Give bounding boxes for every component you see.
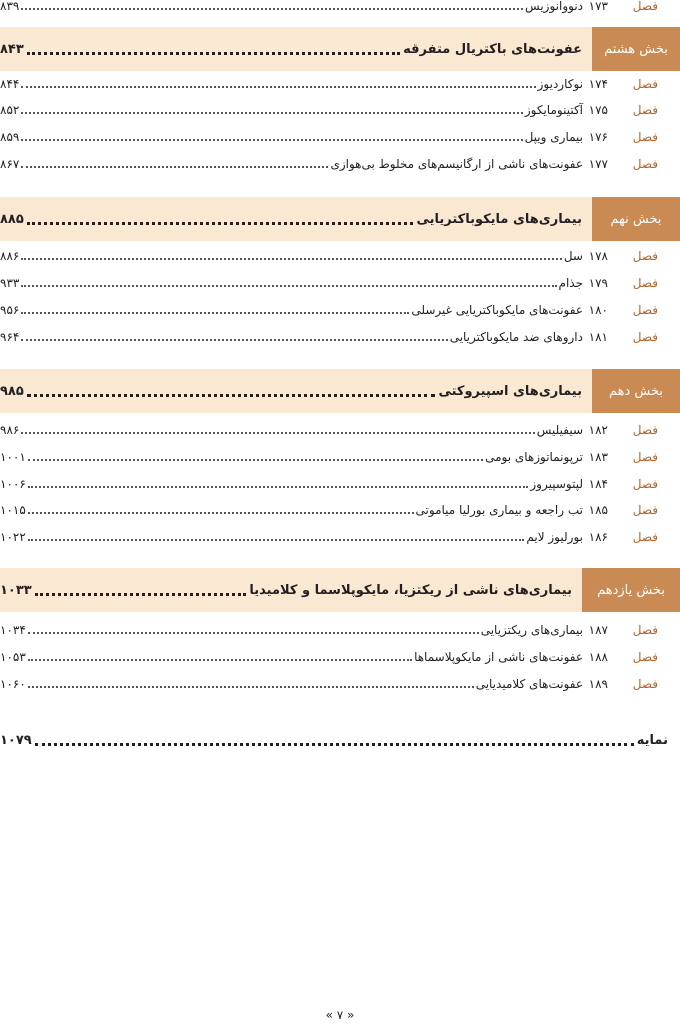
leader-dots: [28, 512, 414, 514]
leader-dots: [21, 166, 328, 168]
chapter-title: بیماری‌های ریکتزیایی: [480, 623, 583, 637]
page-number: ۱۰۱۵: [0, 503, 26, 517]
index-entry[interactable]: [0, 728, 668, 752]
page-number: ۸۴۴: [0, 77, 20, 91]
page-number: ۸۳۹: [0, 0, 20, 13]
leader-dots: [35, 593, 247, 596]
section-title-row: [0, 27, 582, 71]
leader-dots: [21, 86, 535, 88]
chapter-title: بورلیوز لایم: [526, 530, 583, 544]
leader-dots: [21, 432, 534, 434]
chapter-title: بیماری ویپل: [524, 130, 583, 144]
chapter-word: فصل: [632, 0, 658, 13]
chapter-title: جذام: [558, 276, 583, 290]
chapter-word: فصل: [632, 650, 658, 664]
page-number: ۹۶۴: [0, 330, 20, 344]
page-number: ۹۵۶: [0, 303, 20, 317]
chapter-word: فصل: [632, 330, 658, 344]
chapter-word: فصل: [632, 130, 658, 144]
toc-entry[interactable]: [0, 153, 658, 175]
chapter-word: فصل: [632, 530, 658, 544]
chapter-word: فصل: [632, 450, 658, 464]
leader-dots: [21, 8, 523, 10]
chapter-title: عفونت‌های مایکوباکتریایی غیرسلی: [411, 303, 583, 317]
page-number: ۱۰۶۰: [0, 677, 26, 691]
index-page-number: ۱۰۷۹: [0, 732, 32, 748]
leader-dots: [21, 312, 409, 314]
section-label: بخش نهم: [592, 197, 680, 241]
section-title: بیماری‌های ناشی از ریکتزیا، مایکوپلاسما و کلامیدیا: [249, 582, 572, 598]
chapter-number: ۱۸۳: [588, 450, 608, 464]
leader-dots: [21, 112, 523, 114]
section-label: بخش یازدهم: [582, 568, 680, 612]
toc-entry[interactable]: [0, 299, 658, 321]
chapter-number: ۱۷۸: [588, 249, 608, 263]
chapter-word: فصل: [632, 623, 658, 637]
chapter-number: ۱۸۷: [588, 623, 608, 637]
leader-dots: [28, 659, 412, 661]
section-title-row: [0, 568, 572, 612]
chapter-number: ۱۸۹: [588, 677, 608, 691]
section-title: عفونت‌های باکتریال متفرقه: [403, 41, 582, 57]
toc-entry[interactable]: [0, 499, 658, 521]
page-number: ۱۰۰۱: [0, 450, 26, 464]
chapter-title: سل: [563, 249, 583, 263]
leader-dots: [28, 686, 474, 688]
toc-entry[interactable]: [0, 446, 658, 468]
toc-entry[interactable]: [0, 326, 658, 348]
index-title: نمایه: [636, 732, 668, 748]
chapter-word: فصل: [632, 249, 658, 263]
chapter-number: ۱۷۵: [588, 103, 608, 117]
chapter-word: فصل: [632, 303, 658, 317]
leader-dots: [21, 258, 562, 260]
chapter-title: دنووانوزیس: [525, 0, 583, 13]
toc-entry[interactable]: [0, 126, 658, 148]
chapter-word: فصل: [632, 503, 658, 517]
chapter-number: ۱۸۴: [588, 477, 608, 491]
leader-dots: [28, 539, 525, 541]
chapter-word: فصل: [632, 103, 658, 117]
toc-entry[interactable]: [0, 99, 658, 121]
section-header[interactable]: [0, 27, 680, 71]
chapter-number: ۱۸۸: [588, 650, 608, 664]
section-title: بیماری‌های مایکوباکتریایی: [416, 211, 582, 227]
chapter-word: فصل: [632, 677, 658, 691]
leader-dots: [21, 339, 447, 341]
chapter-number: ۱۷۷: [588, 157, 608, 171]
chapter-number: ۱۷۴: [588, 77, 608, 91]
page-number: ۸۸۶: [0, 249, 20, 263]
leader-dots: [28, 486, 529, 488]
section-title: بیماری‌های اسپیروکتی: [438, 383, 582, 399]
leader-dots: [35, 743, 634, 746]
chapter-number: ۱۸۲: [588, 423, 608, 437]
chapter-title: لپتوسپیروز: [530, 477, 583, 491]
section-header[interactable]: [0, 568, 680, 612]
chapter-title: عفونت‌های کلامیدیایی: [475, 677, 583, 691]
page-number: ۹۳۳: [0, 276, 20, 290]
chapter-number: ۱۸۶: [588, 530, 608, 544]
toc-entry[interactable]: [0, 473, 658, 495]
page-number: ۹۸۶: [0, 423, 20, 437]
chapter-number: ۱۸۰: [588, 303, 608, 317]
chapter-title: نوکاردیوز: [537, 77, 583, 91]
leader-dots: [21, 139, 522, 141]
chapter-word: فصل: [632, 77, 658, 91]
page-number: ۸۵۹: [0, 130, 20, 144]
chapter-word: فصل: [632, 423, 658, 437]
toc-entry[interactable]: [0, 673, 658, 695]
chapter-title: عفونت‌های ناشی از مایکوپلاسماها: [414, 650, 583, 664]
page-number: ۱۰۳۴: [0, 623, 26, 637]
chapter-number: ۱۸۵: [588, 503, 608, 517]
section-label: بخش هشتم: [592, 27, 680, 71]
section-label: بخش دهم: [592, 369, 680, 413]
section-header[interactable]: [0, 369, 680, 413]
leader-dots: [28, 459, 483, 461]
chapter-title: آکتینومایکوز: [524, 103, 583, 117]
toc-entry[interactable]: [0, 619, 658, 641]
chapter-title: ترپونماتوزهای بومی: [485, 450, 583, 464]
section-page-number: ۸۸۵: [0, 211, 24, 227]
chapter-word: فصل: [632, 276, 658, 290]
leader-dots: [21, 285, 556, 287]
chapter-title: سیفیلیس: [536, 423, 583, 437]
chapter-number: ۱۷۶: [588, 130, 608, 144]
leader-dots: [27, 394, 436, 397]
section-page-number: ۹۸۵: [0, 383, 24, 399]
toc-entry[interactable]: [0, 0, 658, 17]
page-number: ۸۶۷: [0, 157, 20, 171]
chapter-number: ۱۸۱: [588, 330, 608, 344]
section-page-number: ۱۰۳۳: [0, 582, 32, 598]
page-number: ۱۰۲۲: [0, 530, 26, 544]
chapter-word: فصل: [632, 477, 658, 491]
section-title-row: [0, 197, 582, 241]
chapter-title: عفونت‌های ناشی از ارگانیسم‌های مخلوط بی‌هوازی: [330, 157, 583, 171]
chapter-title: تب راجعه و بیماری بورلیا میاموتی: [415, 503, 583, 517]
page-footer-number: « ۷ »: [325, 1008, 355, 1022]
toc-entry[interactable]: [0, 245, 658, 267]
chapter-title: داروهای ضد مایکوباکتریایی: [449, 330, 583, 344]
leader-dots: [27, 222, 414, 225]
toc-entry[interactable]: [0, 419, 658, 441]
page-number: ۱۰۰۶: [0, 477, 26, 491]
toc-entry[interactable]: [0, 73, 658, 95]
section-page-number: ۸۴۳: [0, 41, 24, 57]
chapter-number: ۱۷۹: [588, 276, 608, 290]
toc-entry[interactable]: [0, 272, 658, 294]
toc-entry[interactable]: [0, 526, 658, 548]
toc-entry[interactable]: [0, 646, 658, 668]
page-number: ۱۰۵۳: [0, 650, 26, 664]
chapter-word: فصل: [632, 157, 658, 171]
section-header[interactable]: [0, 197, 680, 241]
page-number: ۸۵۲: [0, 103, 20, 117]
leader-dots: [27, 52, 400, 55]
section-title-row: [0, 369, 582, 413]
leader-dots: [28, 632, 479, 634]
chapter-number: ۱۷۳: [588, 0, 608, 13]
